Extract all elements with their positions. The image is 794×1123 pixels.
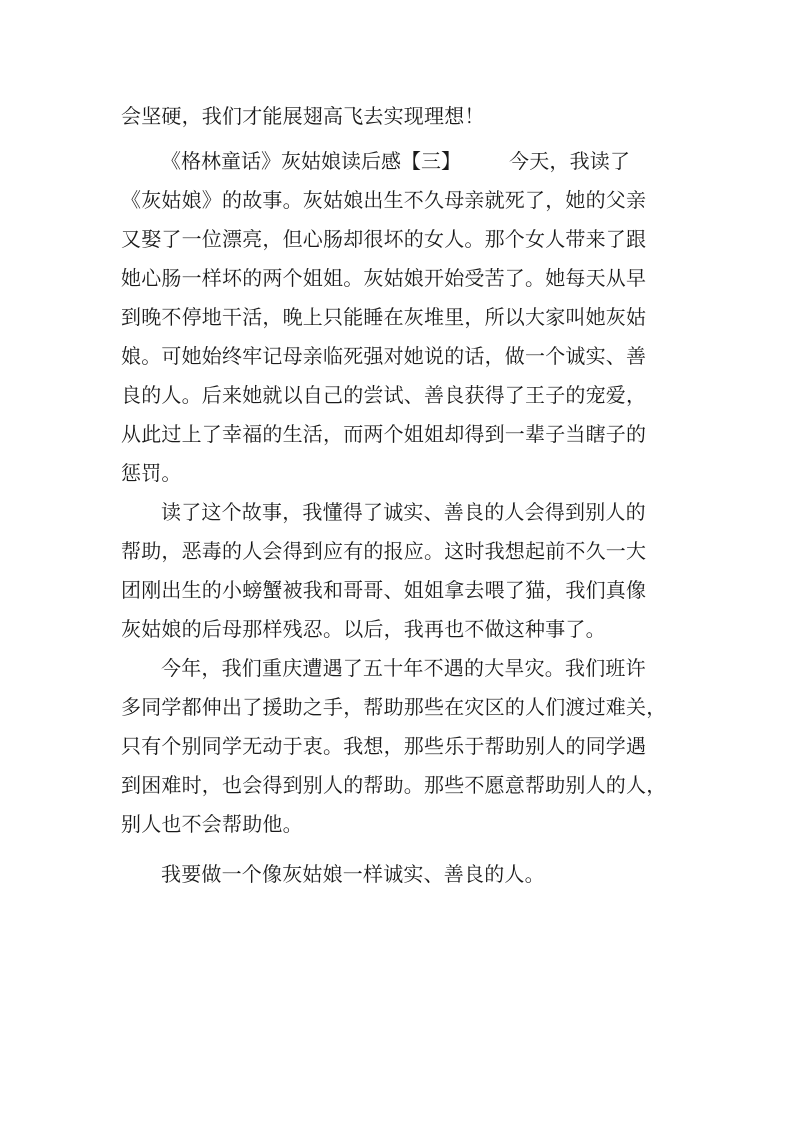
text-line <box>161 656 721 680</box>
text-line <box>121 266 681 290</box>
text-span: 又娶了一位漂亮，但心肠却很坏的女人。那个女人带来了跟 <box>121 227 647 251</box>
text-line <box>121 227 681 251</box>
text-span: 帮助，恶毒的人会得到应有的报应。这时我想起前不久一大 <box>121 539 647 563</box>
text-line-title <box>161 149 721 173</box>
text-span: 多同学都伸出了援助之手，帮助那些在灾区的人们渡过难关， <box>121 695 667 719</box>
text-line <box>121 344 681 368</box>
text-span: 《灰姑娘》的故事。灰姑娘出生不久母亲就死了，她的父亲 <box>121 188 647 212</box>
text-line <box>121 695 681 719</box>
text-span: 到晚不停地干活，晚上只能睡在灰堆里，所以大家叫她灰姑 <box>121 305 647 329</box>
text-line <box>121 104 681 128</box>
text-span: 团刚出生的小螃蟹被我和哥哥、姐姐拿去喂了猫，我们真像 <box>121 578 647 602</box>
text-line <box>121 305 681 329</box>
text-span: 今年，我们重庆遭遇了五十年不遇的大旱灾。我们班许 <box>161 656 646 680</box>
text-line <box>161 500 721 524</box>
text-span: 读了这个故事，我懂得了诚实、善良的人会得到别人的 <box>161 500 646 524</box>
text-line <box>121 383 681 407</box>
text-span: 到困难时，也会得到别人的帮助。那些不愿意帮助别人的人， <box>121 773 667 797</box>
text-line <box>121 461 681 485</box>
text-span: 别人也不会帮助他。 <box>121 812 303 836</box>
text-line <box>121 812 681 836</box>
text-line <box>121 617 681 641</box>
text-line <box>121 539 681 563</box>
text-span: 从此过上了幸福的生活，而两个姐姐却得到一辈子当瞎子的 <box>121 422 647 446</box>
text-span: 我要做一个像灰姑娘一样诚实、善良的人。 <box>161 862 545 886</box>
text-span: 今天，我读了 <box>509 149 631 173</box>
section-title: 《格林童话》灰姑娘读后感【三】 <box>161 149 461 173</box>
text-span: 惩罚。 <box>121 461 182 485</box>
text-span: 会坚硬，我们才能展翅高飞去实现理想！ <box>121 104 485 128</box>
text-line <box>161 862 721 886</box>
text-line <box>121 734 681 758</box>
text-span: 她心肠一样坏的两个姐姐。灰姑娘开始受苦了。她每天从早 <box>121 266 647 290</box>
text-line <box>121 773 681 797</box>
text-span: 只有个别同学无动于衷。我想，那些乐于帮助别人的同学遇 <box>121 734 647 758</box>
text-span: 良的人。后来她就以自己的尝试、善良获得了王子的宠爱， <box>121 383 647 407</box>
text-line <box>121 188 681 212</box>
text-line <box>121 422 681 446</box>
text-span: 灰姑娘的后母那样残忍。以后，我再也不做这种事了。 <box>121 617 606 641</box>
text-span: 娘。可她始终牢记母亲临死强对她说的话，做一个诚实、善 <box>121 344 647 368</box>
text-line <box>121 578 681 602</box>
